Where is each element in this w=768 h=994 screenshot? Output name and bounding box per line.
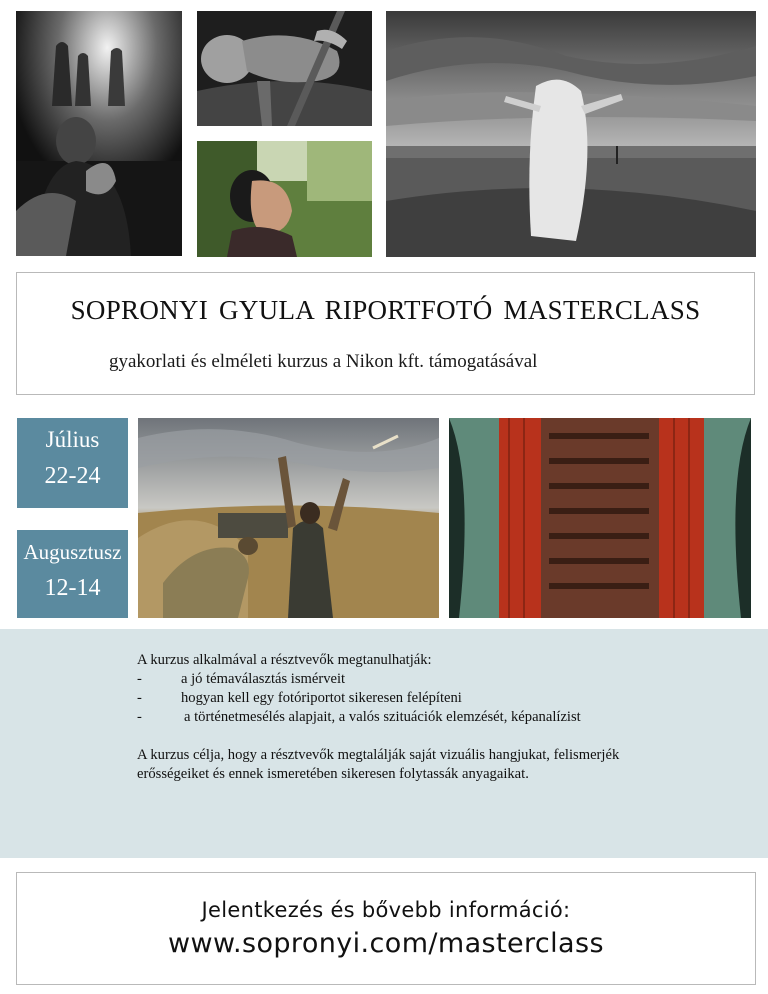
list-item [137, 670, 619, 689]
photo-soldiers-desert [138, 418, 439, 618]
page-subtitle: gyakorlati és elméleti kurzus a Nikon kft. támogatásával [109, 351, 538, 372]
list-item-text: hogyan kell egy fotóriportot sikeresen felépíteni [181, 690, 462, 706]
date-month: Augusztusz [23, 540, 122, 564]
title-box [16, 272, 755, 395]
date-month: Július [45, 427, 100, 452]
photo-red-structure [449, 418, 751, 618]
list-item-text: a jó témaválasztás ismérveit [181, 671, 346, 687]
contact-url-link[interactable]: www.sopronyi.com/masterclass [168, 928, 604, 959]
course-info-section [0, 629, 768, 858]
contact-box [16, 872, 756, 985]
date-days: 22-24 [44, 463, 101, 489]
contact-heading: Jelentkezés és bővebb információ: [201, 898, 571, 922]
list-bullet: - [137, 690, 142, 706]
info-intro: A kurzus alkalmával a résztvevők megtanulhatják: [137, 652, 432, 668]
list-item [137, 689, 619, 708]
date-days: 12-14 [44, 575, 101, 601]
info-goal-line: A kurzus célja, hogy a résztvevők megtalálják saját vizuális hangjukat, felismerjék [137, 747, 620, 763]
info-goal-line: erősségeiket és ennek ismeretében sikeresen folytassák anyagaikat. [137, 766, 529, 782]
date-box-august [17, 530, 128, 618]
list-item-text: a történetmesélés alapjait, a valós szituációk elemzését, képanalízist [184, 709, 581, 725]
photo-child-climbing [197, 11, 372, 126]
list-item [137, 708, 619, 727]
list-bullet: - [137, 709, 142, 725]
date-box-july [17, 418, 128, 508]
photo-beach-figure [386, 11, 756, 257]
page-title: SOPRONYI GYULA RIPORTFOTÓ MASTERCLASS [70, 295, 701, 325]
list-bullet: - [137, 671, 142, 687]
photo-boy-looking-up [197, 141, 372, 257]
photo-men-smoking [16, 11, 182, 256]
course-info-text [137, 651, 619, 784]
